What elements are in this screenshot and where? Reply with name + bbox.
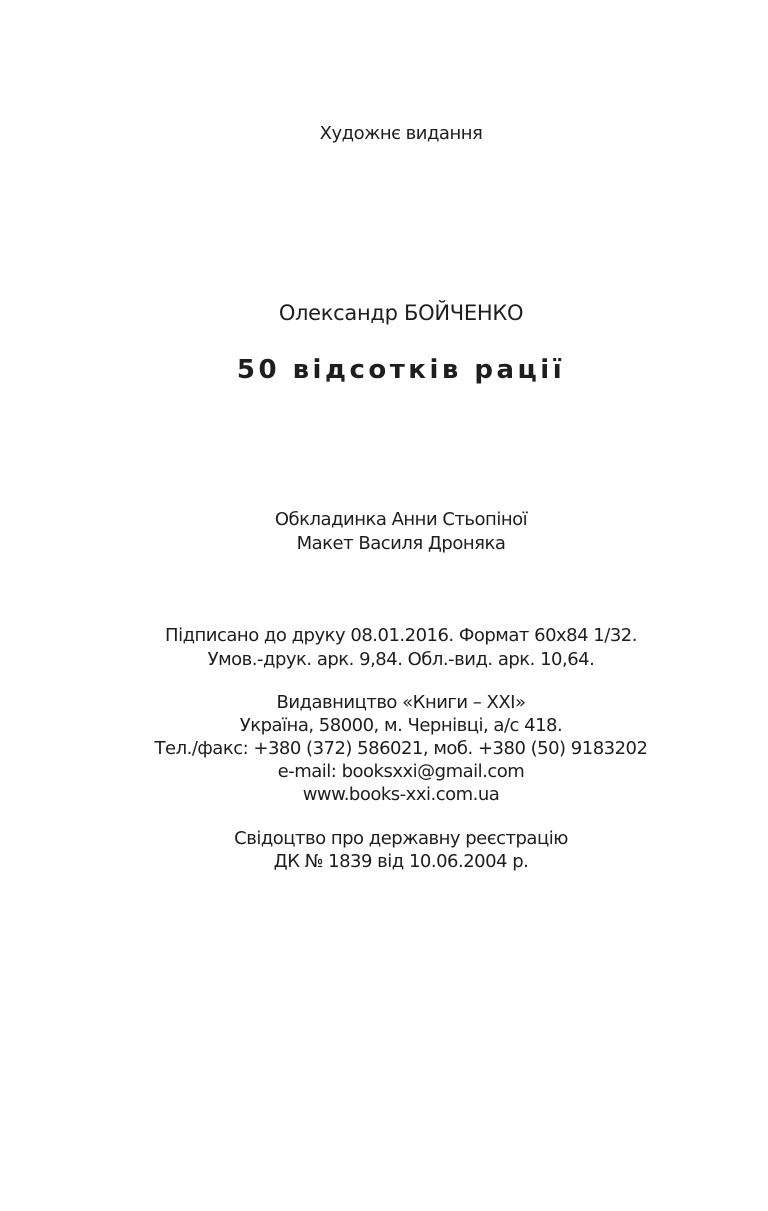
cover-credit: Обкладинка Анни Стьопіної — [274, 509, 528, 530]
genre-label: Художнє видання — [319, 123, 483, 144]
registration-line-2: ДК № 1839 від 10.06.2004 р. — [273, 851, 529, 872]
publisher-website: www.books-xxi.com.ua — [302, 784, 500, 805]
registration-line-1: Свідоцтво про державну реєстрацію — [234, 828, 568, 849]
publisher-name: Видавництво «Книги – ХХІ» — [276, 692, 526, 713]
print-info-line-2: Умов.-друк. арк. 9,84. Обл.-вид. арк. 10,64. — [207, 649, 595, 670]
author-name: Олександр БОЙЧЕНКО — [278, 301, 524, 325]
layout-credit: Макет Василя Дроняка — [296, 533, 506, 554]
publisher-phone: Тел./факс: +380 (372) 586021, моб. +380 (50) 9183202 — [154, 738, 648, 759]
print-info-line-1: Підписано до друку 08.01.2016. Формат 60х84 1/32. — [165, 625, 637, 646]
publisher-email: e-mail: booksxxi@gmail.com — [277, 761, 525, 782]
book-title: 50 відсотків рації — [236, 355, 566, 385]
publisher-address: Україна, 58000, м. Чернівці, а/с 418. — [239, 715, 563, 736]
